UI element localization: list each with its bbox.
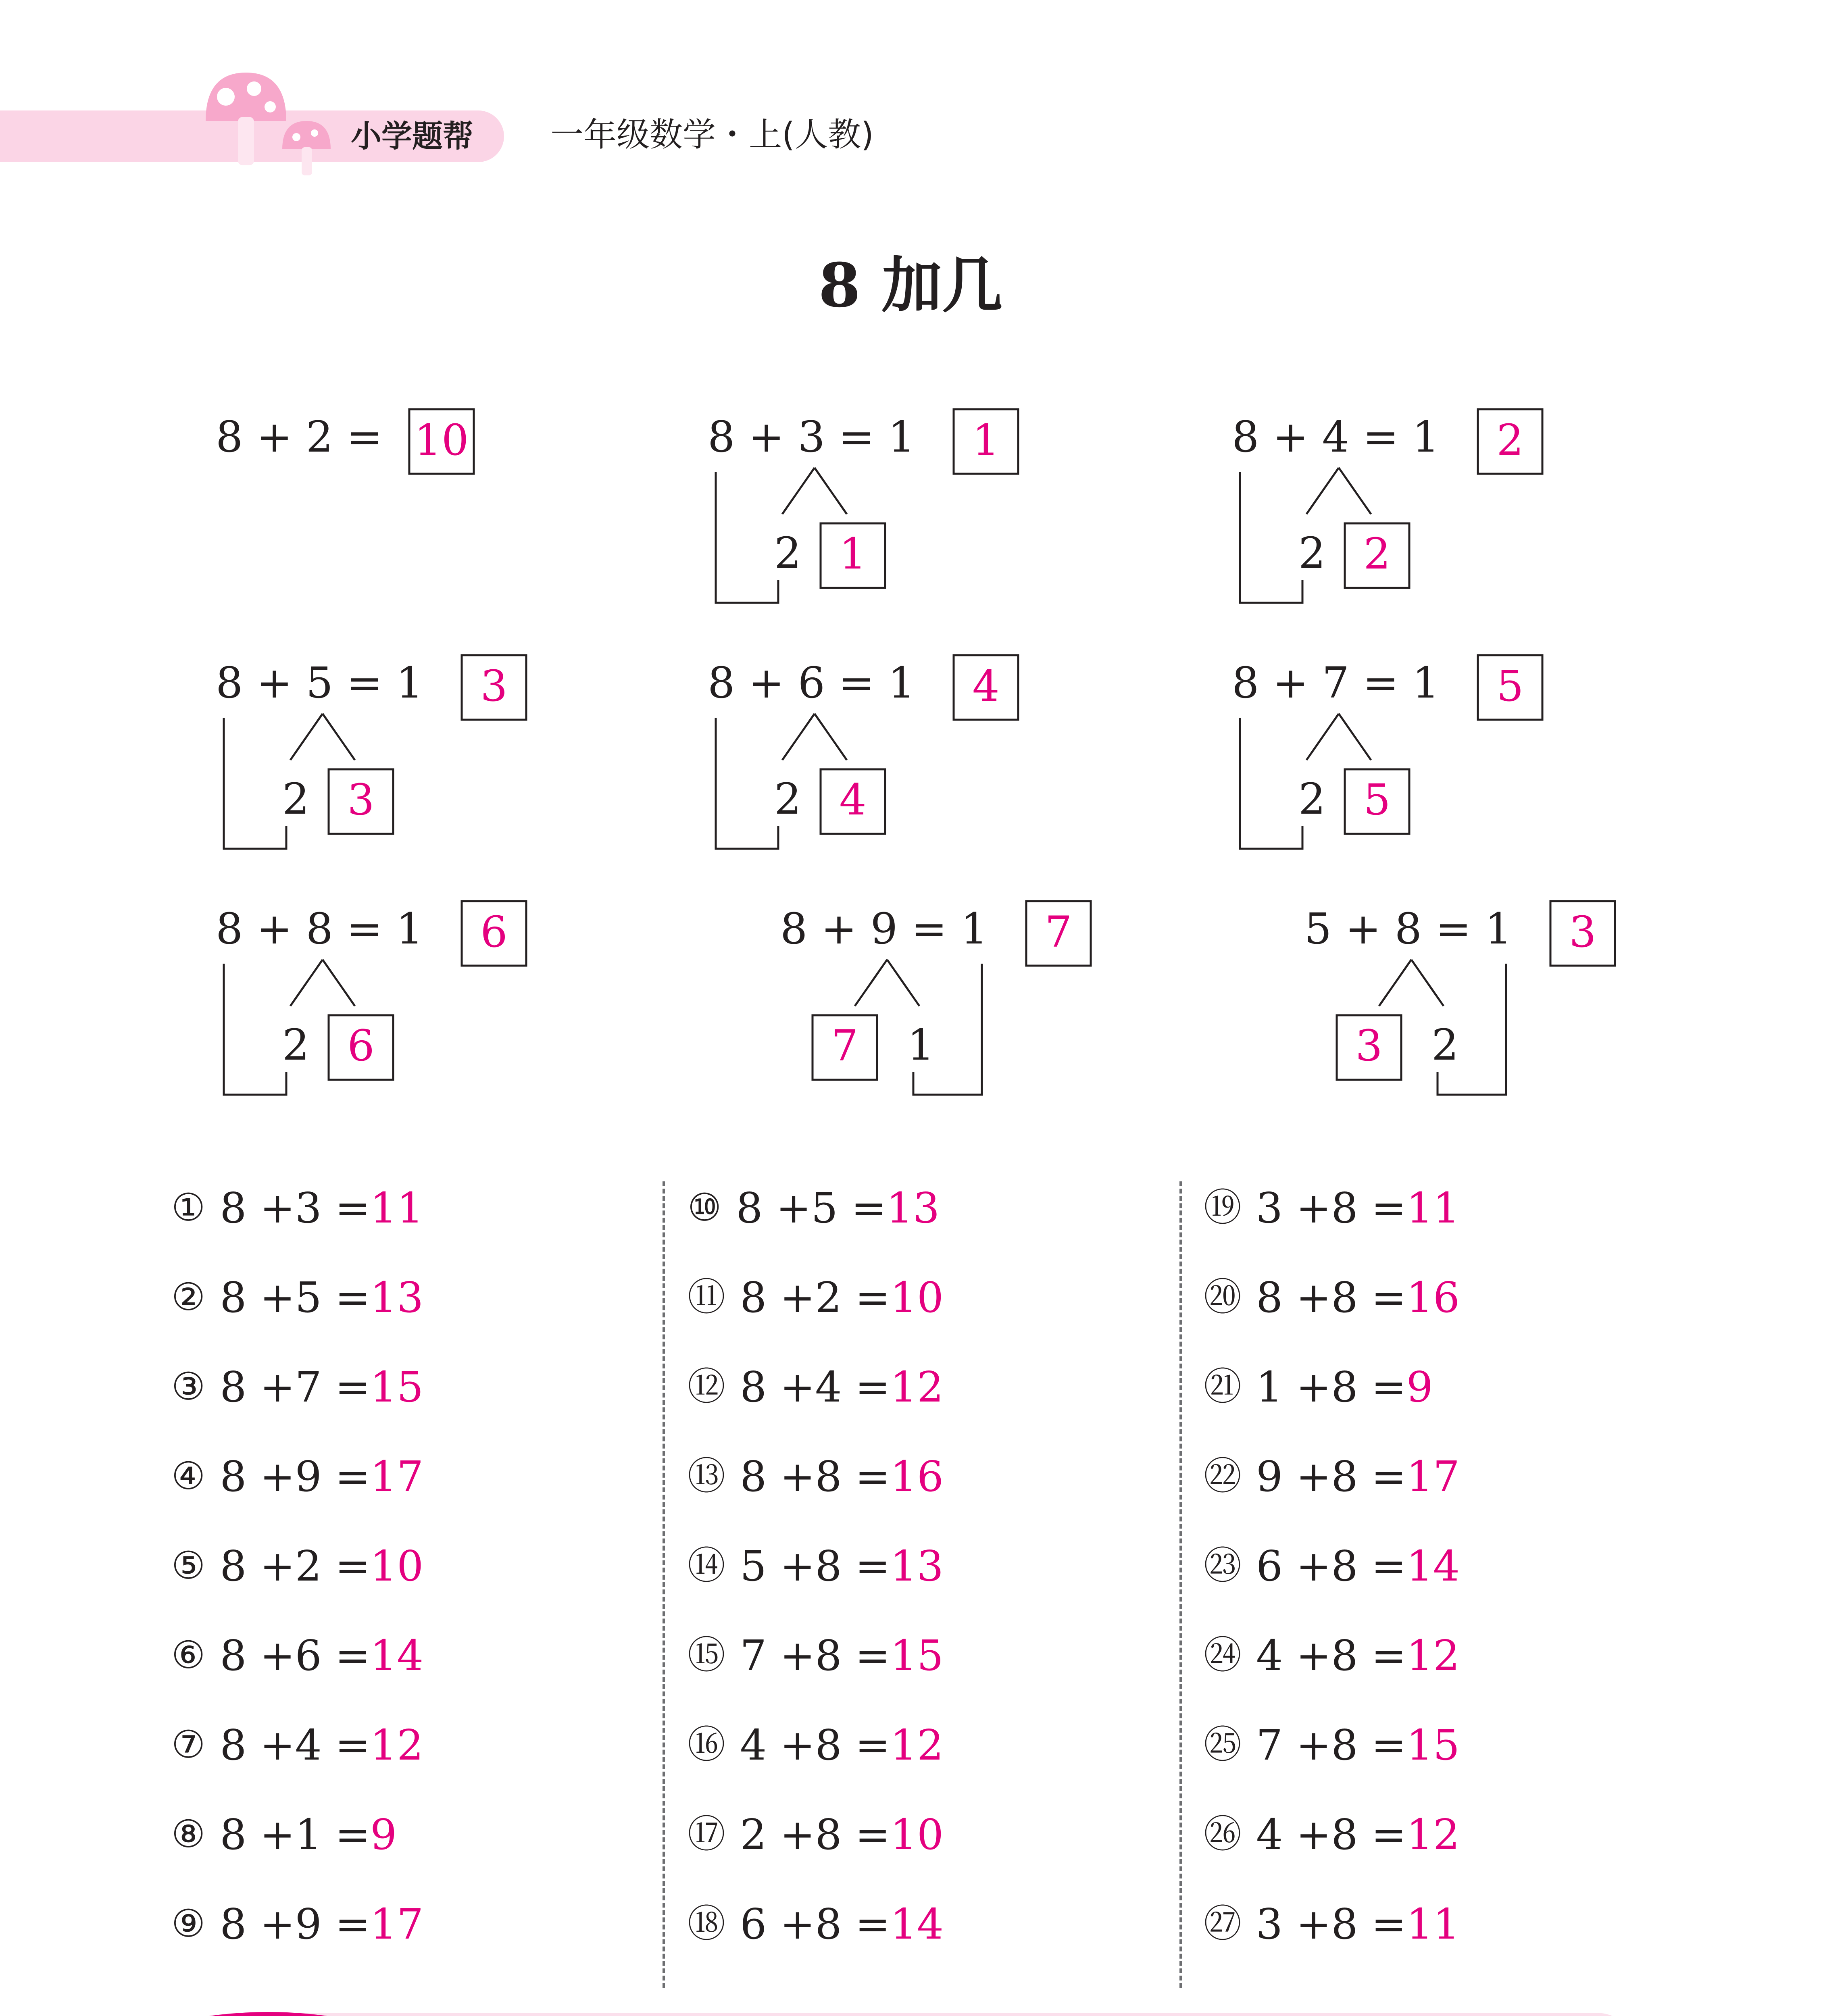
exercise-row [171,1879,655,1969]
exercise-row [688,1342,1171,1432]
exercise-answer: 17 [1406,1452,1460,1501]
exercise-number: ⑩ [688,1186,722,1230]
exercise-number: ⑳ [1204,1275,1242,1319]
exercise-answer: 15 [890,1631,944,1680]
exercise-row [171,1253,655,1342]
exercise-answer: 14 [1406,1541,1460,1591]
exercise-answer: 12 [890,1362,944,1412]
exercise-row [171,1521,655,1611]
exercise-column-3 [1204,1163,1688,1969]
exercise-answer: 12 [1406,1631,1460,1680]
exercise-number: ⑪ [688,1275,726,1319]
exercise-row [688,1700,1171,1790]
split-box-text: 5 [1363,775,1391,825]
exercise-number: ② [171,1275,206,1319]
exercise-number: ⑰ [688,1812,726,1856]
exercise-row [1204,1432,1688,1521]
exercise-number: ④ [171,1454,206,1498]
make-ten-bracket [224,718,286,849]
split-box-text: 7 [831,1021,858,1070]
split-lines [1306,714,1371,760]
make-ten-bracket [1240,472,1302,603]
series-label: 小学题帮 [351,118,473,154]
exercise-row [1204,1700,1688,1790]
exercise-number: ③ [171,1365,206,1409]
exercise-number: ⑧ [171,1812,206,1856]
exercise-question: 8 +9 = [220,1452,371,1501]
exercise-number: ⑲ [1204,1186,1242,1230]
split-lines [290,960,355,1006]
exercise-row [1204,1790,1688,1879]
split-box-text: 4 [839,775,867,825]
column-divider [1179,1181,1182,1988]
exercise-question: 8 +4 = [220,1720,371,1770]
exercise-question: 2 +8 = [740,1810,890,1859]
answer-text: 3 [1569,907,1596,957]
split-lines [290,714,355,760]
exercise-question: 4 +8 = [1256,1810,1406,1859]
exercise-column-2 [688,1163,1171,1969]
exercise-question: 8 +8 = [740,1452,890,1501]
exercise-row [171,1342,655,1432]
split-digit: 2 [282,1020,310,1070]
exercise-row [1204,1163,1688,1253]
exercise-row [171,1790,655,1879]
split-lines [1306,468,1371,514]
exercise-column-1 [171,1163,655,1969]
exercise-row [1204,1253,1688,1342]
discover-badge [179,2012,357,2016]
split-box-text: 2 [1363,529,1391,579]
exercise-row [171,1700,655,1790]
exercise-question: 4 +8 = [1256,1631,1406,1680]
answer-text: 10 [414,415,469,465]
exercise-row [688,1521,1171,1611]
make-ten-bracket [224,964,286,1095]
exercise-number: ㉕ [1204,1723,1242,1767]
exercise-question: 8 +9 = [220,1899,371,1949]
exercise-answer: 11 [1406,1183,1460,1233]
exercise-answer: 10 [890,1273,944,1322]
exercise-answer: 9 [370,1810,397,1859]
exercise-question: 8 +6 = [220,1631,371,1680]
exercise-question: 9 +8 = [1256,1452,1406,1501]
exercise-row [1204,1611,1688,1700]
exercise-answer: 16 [1406,1273,1460,1322]
exercise-question: 3 +8 = [1256,1899,1406,1949]
exercise-answer: 13 [886,1183,940,1233]
exercise-row [688,1432,1171,1521]
exercise-number: ⑬ [688,1454,726,1498]
split-digit: 2 [774,528,802,578]
exercise-answer: 15 [1406,1720,1460,1770]
exercise-question: 8 +3 = [220,1183,371,1233]
answer-text: 6 [480,907,508,957]
split-digit: 1 [907,1020,935,1070]
exercise-answer: 9 [1406,1362,1433,1412]
answer-text: 4 [972,661,1000,711]
exercise-question: 7 +8 = [740,1631,890,1680]
exercise-answer: 12 [1406,1810,1460,1859]
equation-text: 8 + 9 = 1 [780,904,988,954]
exercise-answer: 14 [890,1899,944,1949]
exercise-number: ㉓ [1204,1544,1242,1588]
exercise-number: ⑯ [688,1723,726,1767]
equation-text: 8 + 6 = 1 [708,658,915,708]
exercise-number: ⑨ [171,1902,206,1946]
make-ten-bracket [716,718,778,849]
book-title: 一年级数学・上(人教) [550,116,874,154]
make-ten-bracket [716,472,778,603]
exercise-number: ㉗ [1204,1902,1242,1946]
equation-text: 8 + 7 = 1 [1232,658,1440,708]
exercise-row [688,1879,1171,1969]
answer-text: 1 [972,415,1000,465]
exercise-row [688,1611,1171,1700]
exercise-question: 7 +8 = [1256,1720,1406,1770]
equation-text: 8 + 8 = 1 [216,904,423,954]
exercise-answer: 12 [890,1720,944,1770]
make-ten-bracket [1240,718,1302,849]
exercise-number: ⑫ [688,1365,726,1409]
exercise-question: 6 +8 = [740,1899,890,1949]
exercise-question: 1 +8 = [1256,1362,1406,1412]
equation-text: 8 + 4 = 1 [1232,412,1440,462]
exercise-answer: 10 [370,1541,424,1591]
exercise-row [688,1163,1171,1253]
column-divider [663,1181,665,1988]
exercise-number: ㉑ [1204,1365,1242,1409]
page-title: 8 加几 [818,250,1003,321]
answer-text: 5 [1496,661,1524,711]
equation-text: 8 + 2 = [216,412,383,462]
exercise-row [171,1163,655,1253]
exercise-row [688,1253,1171,1342]
exercise-question: 8 +2 = [220,1541,371,1591]
split-lines [782,714,847,760]
equation-text: 8 + 5 = 1 [216,658,423,708]
exercise-question: 8 +8 = [1256,1273,1406,1322]
exercise-question: 8 +7 = [220,1362,371,1412]
exercise-answer: 10 [890,1810,944,1859]
exercise-answer: 17 [370,1452,424,1501]
exercise-question: 8 +5 = [220,1273,371,1322]
equation-text: 8 + 3 = 1 [708,412,915,462]
exercise-row [171,1611,655,1700]
exercise-answer: 11 [370,1183,424,1233]
exercise-question: 8 +2 = [740,1273,890,1322]
equation-text: 5 + 8 = 1 [1304,904,1512,954]
exercise-number: ⑮ [688,1633,726,1677]
exercise-answer: 13 [370,1273,424,1322]
discovery-box [213,2013,1640,2016]
exercise-row [171,1432,655,1521]
split-box-text: 6 [347,1021,375,1070]
exercise-number: ㉖ [1204,1812,1242,1856]
exercise-answer: 15 [370,1362,424,1412]
exercise-answer: 13 [890,1541,944,1591]
split-box-text: 1 [839,529,867,579]
split-digit: 2 [282,774,310,824]
exercise-number: ㉔ [1204,1633,1242,1677]
exercise-number: ⑱ [688,1902,726,1946]
exercise-answer: 11 [1406,1899,1460,1949]
exercise-question: 8 +1 = [220,1810,371,1859]
answer-text: 3 [480,661,508,711]
split-digit: 2 [774,774,802,824]
exercise-number: ㉒ [1204,1454,1242,1498]
exercise-question: 3 +8 = [1256,1183,1406,1233]
split-lines [782,468,847,514]
exercise-number: ⑥ [171,1633,206,1677]
split-lines [855,960,919,1006]
split-box-text: 3 [347,775,375,825]
exercise-question: 6 +8 = [1256,1541,1406,1591]
split-digit: 2 [1298,528,1326,578]
split-box-text: 3 [1355,1021,1383,1070]
exercise-answer: 17 [370,1899,424,1949]
exercise-row [688,1790,1171,1879]
exercise-row [1204,1521,1688,1611]
split-digit: 2 [1298,774,1326,824]
exercise-number: ① [171,1186,206,1230]
split-digit: 2 [1431,1020,1459,1070]
exercise-question: 4 +8 = [740,1720,890,1770]
exercise-row [1204,1342,1688,1432]
exercise-number: ⑦ [171,1723,206,1767]
exercise-row [1204,1879,1688,1969]
exercise-number: ⑭ [688,1544,726,1588]
answer-text: 2 [1496,415,1524,465]
exercise-question: 5 +8 = [740,1541,890,1591]
exercise-answer: 14 [370,1631,424,1680]
exercise-question: 8 +5 = [736,1183,887,1233]
exercise-answer: 12 [370,1720,424,1770]
exercise-question: 8 +4 = [740,1362,890,1412]
exercise-number: ⑤ [171,1544,206,1588]
split-lines [1379,960,1444,1006]
exercise-answer: 16 [890,1452,944,1501]
answer-text: 7 [1045,907,1072,957]
